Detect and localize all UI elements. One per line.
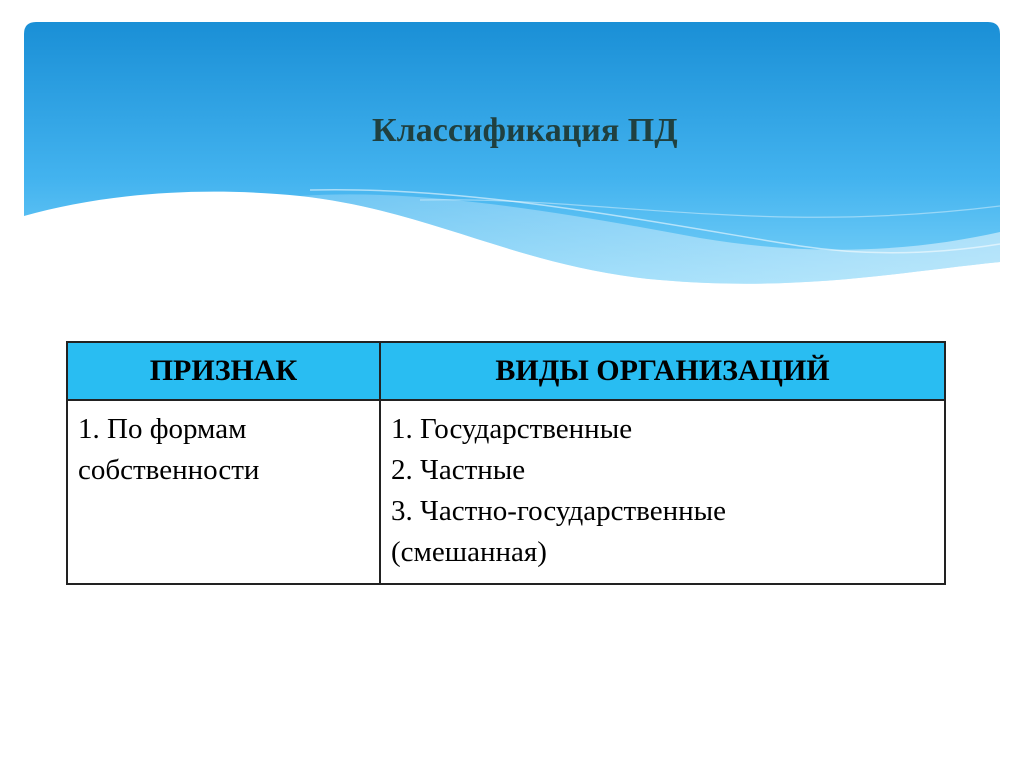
type-item: (смешанная)	[391, 536, 547, 568]
criterion-line: 1. По формам	[78, 413, 247, 445]
type-item: 1. Государственные	[391, 413, 633, 445]
cell-criterion	[67, 400, 380, 584]
criterion-line: собственности	[78, 454, 260, 486]
sky-banner	[0, 0, 1024, 300]
cell-organization-types	[380, 400, 945, 584]
slide-title: Классификация ПД	[372, 112, 678, 149]
type-item: 2. Частные	[391, 454, 526, 486]
classification-table	[66, 341, 946, 585]
type-item: 3. Частно-государственные	[391, 495, 726, 527]
header-organization-types: ВИДЫ ОРГАНИЗАЦИЙ	[380, 342, 945, 400]
header-criterion: ПРИЗНАК	[67, 342, 380, 400]
table-header-row	[67, 342, 945, 400]
table-row	[67, 400, 945, 584]
